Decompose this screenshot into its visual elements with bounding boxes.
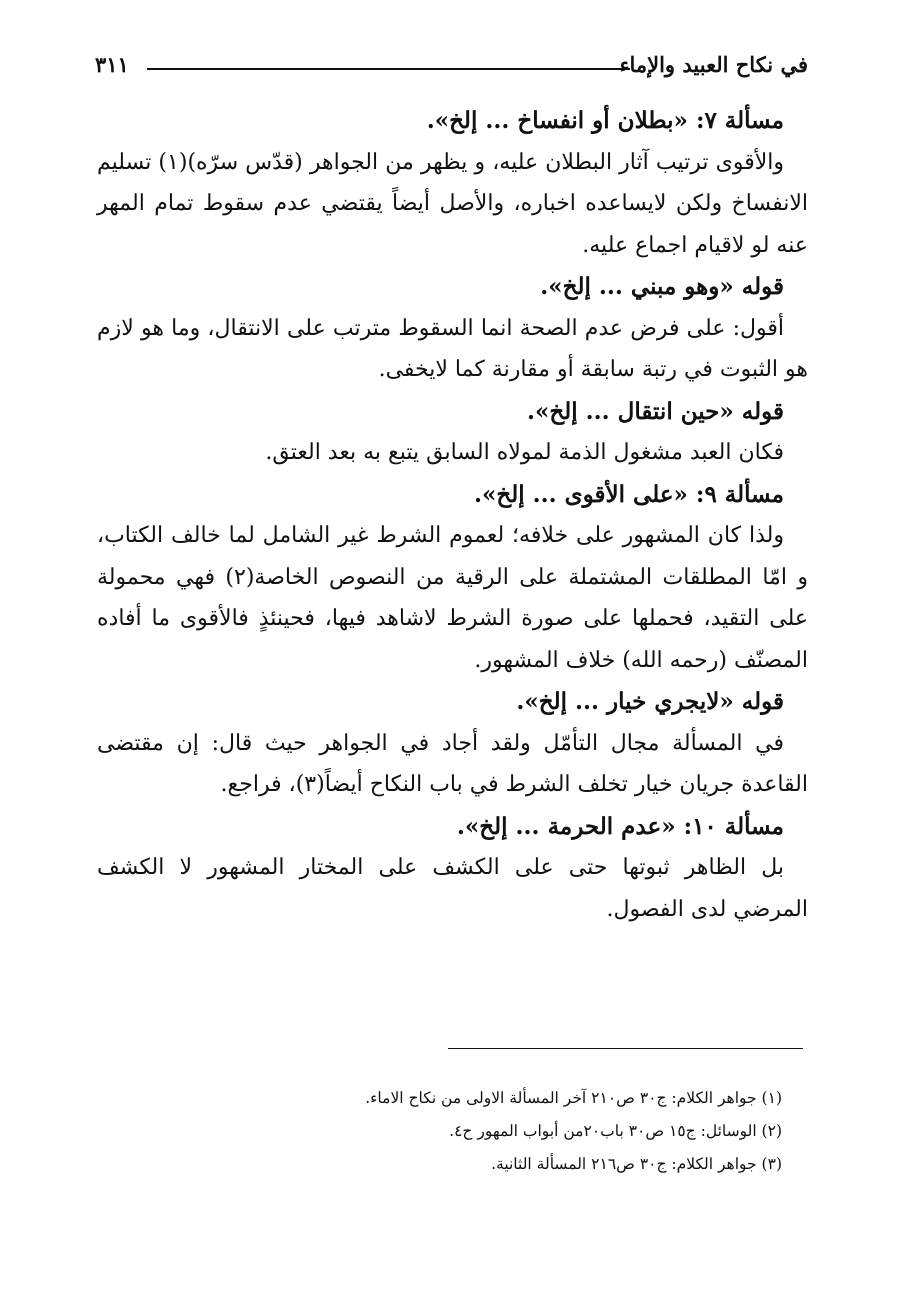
paragraph: بل الظاهر ثبوتها حتى على الكشف على المختار المشهور لا الكشف المرضي لدى الفصول. <box>97 855 808 922</box>
paragraph: أقول: على فرض عدم الصحة انما السقوط مترتب على الانتقال، وما هو لازم هو الثبوت في رتبة سابقة أو مقارنة كما لايخفى. <box>97 315 808 382</box>
footnotes <box>200 1082 782 1181</box>
quote-heading: قوله «لايجري خيار ... إلخ». <box>516 688 784 715</box>
issue-heading-7: مسألة ٧: «بطلان أو انفساخ ... إلخ». <box>426 107 784 134</box>
paragraph: ولذا كان المشهور على خلافه؛ لعموم الشرط غير الشامل لما خالف الكتاب، و امّا المطلقات المشتملة على الرقية من النصوص الخاصة(٢) فهي محمولة على التقيد، فحملها على صورة الشرط لاشاهد فيها، فحينئذٍ فالأقوى ما أفاده المصنّف (رحمه الله) خلاف المشهور. <box>97 523 808 673</box>
issue-heading-10: مسألة ١٠: «عدم الحرمة ... إلخ». <box>456 812 784 840</box>
footnote: (٣) جواهر الكلام: ج٣٠ ص٢١٦ المسألة الثانية. <box>491 1155 782 1173</box>
running-title: في نكاح العبيد والإماء <box>619 52 808 77</box>
running-header <box>95 52 808 92</box>
page-number: ٣١١ <box>95 52 129 77</box>
paragraph: فكان العبد مشغول الذمة لمولاه السابق يتبع به بعد العتق. <box>265 440 784 465</box>
issue-heading-9: مسألة ٩: «على الأقوى ... إلخ». <box>473 480 784 508</box>
paragraph: في المسألة مجال التأمّل ولقد أجاد في الجواهر حيث قال: إن مقتضى القاعدة جريان خيار تخلف الشرط في باب النكاح أيضاً(٣)، فراجع. <box>97 730 808 797</box>
paragraph: والأقوى ترتيب آثار البطلان عليه، و يظهر من الجواهر (قدّس سرّه)(١) تسليم الانفساخ ولكن لايساعده اخباره، والأصل أيضاً يقتضي عدم سقوط تمام المهر عنه لو لاقيام اجماع عليه. <box>97 149 808 258</box>
footnote: (١) جواهر الكلام: ج٣٠ ص٢١٠ آخر المسألة الاولى من نكاح الاماء. <box>365 1089 782 1107</box>
quote-heading: قوله «حين انتقال ... إلخ». <box>526 397 784 425</box>
header-rule <box>147 68 630 70</box>
main-text <box>97 100 808 930</box>
quote-heading: قوله «وهو مبني ... إلخ». <box>540 273 784 300</box>
footnote-separator <box>448 1048 803 1049</box>
footnote: (٢) الوسائل: ج١٥ ص٣٠ باب٢٠من أبواب المهور ح٤. <box>449 1122 782 1140</box>
